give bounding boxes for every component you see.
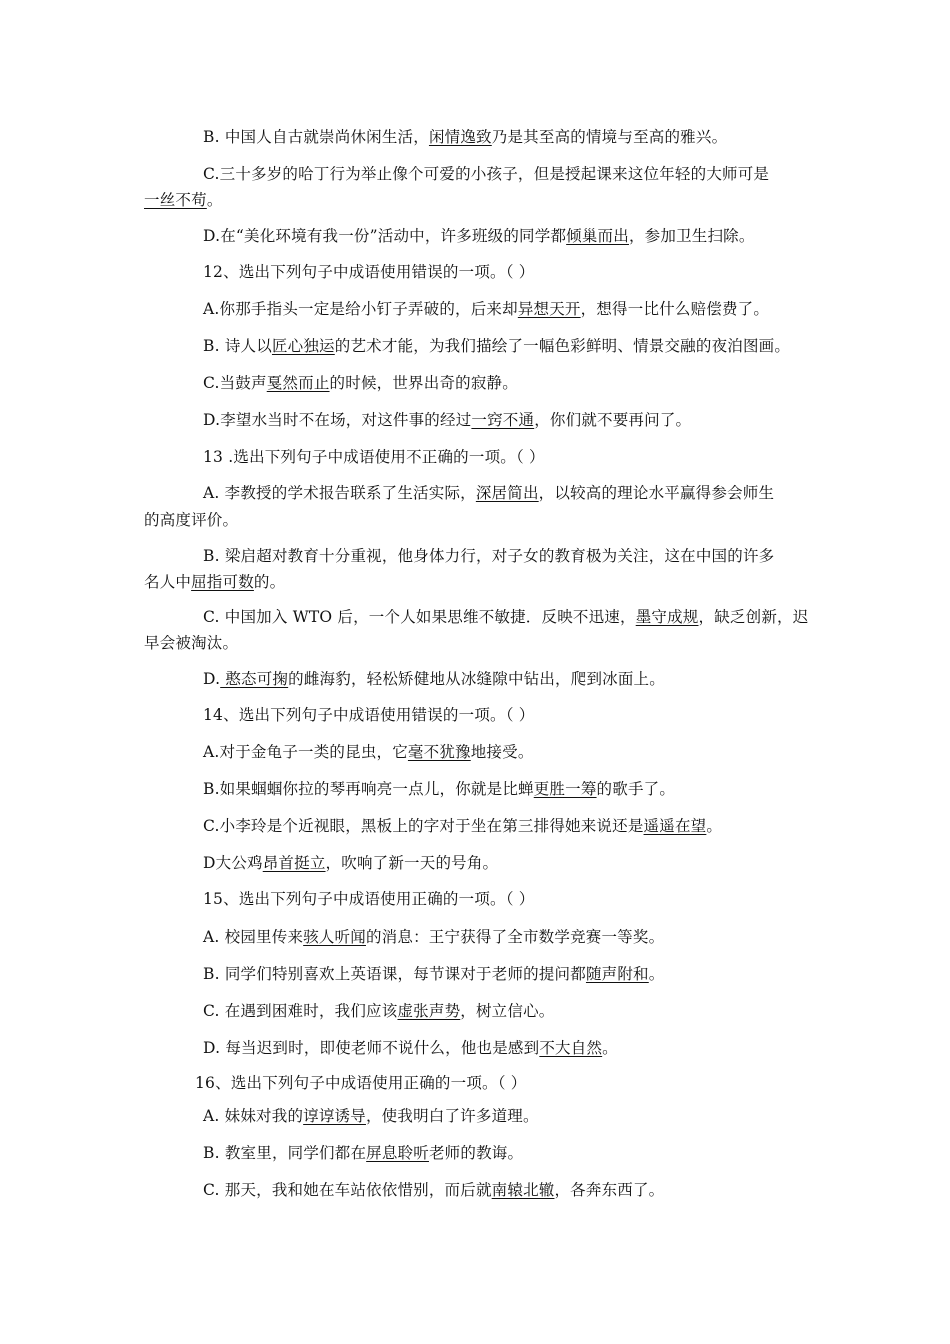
question-heading: 13 .选出下列句子中成语使用不正确的一项。（ ） [203,448,545,466]
text-line: A.你那手指头一定是给小钉子弄破的，后来却异想天开，想得一比什么赔偿费了。 [203,300,770,318]
underlined-idiom: 深居简出 [475,484,539,502]
text-line: D. 每当迟到时，即使老师不说什么，他也是感到不大自然。 [203,1039,618,1057]
text-line: D.李望水当时不在场，对这件事的经过一窍不通，你们就不要再问了。 [203,411,692,429]
question-heading: 15、选出下列句子中成语使用正确的一项。（ ） [203,890,535,908]
text-line: C.当鼓声戛然而止的时候，世界出奇的寂静。 [203,374,518,392]
text-line: A.对于金龟子一类的昆虫，它毫不犹豫地接受。 [203,743,534,761]
underlined-idiom: 屈指可数 [191,573,254,591]
text-line: C.小李玲是个近视眼，黑板上的字对于坐在第三排得她来说还是遥遥在望。 [203,817,723,835]
text-line: A. 李教授的学术报告联系了生活实际，深居简出，以较高的理论水平赢得参会师生 [203,484,775,502]
underlined-idiom: 一窍不通 [471,411,535,429]
underlined-idiom: 南辕北辙 [491,1181,555,1199]
underlined-idiom: 墨守成规 [635,608,699,626]
text-line: 一丝不苟。 [144,191,223,209]
text-line: B. 诗人以匠心独运的艺术才能，为我们描绘了一幅色彩鲜明、情景交融的夜泊图画。 [203,337,791,355]
text-line: A. 妹妹对我的谆谆诱导，使我明白了许多道理。 [203,1107,539,1125]
underlined-idiom: 屏息聆听 [366,1144,429,1162]
text-line: B. 同学们特别喜欢上英语课，每节课对于老师的提问都随声附和。 [203,965,665,983]
text-line: C. 中国加入 WTO 后，一个人如果思维不敏捷．反映不迅速，墨守成规，缺乏创新，迟 [203,608,809,626]
text-line: A. 校园里传来骇人听闻的消息：王宁获得了全市数学竞赛一等奖。 [203,928,665,946]
underlined-idiom: 憨态可掬 [220,670,289,688]
text-line: D. 憨态可掬的雌海豹，轻松矫健地从冰缝隙中钻出，爬到冰面上。 [203,670,665,688]
text-line: C.三十多岁的哈丁行为举止像个可爱的小孩子，但是授起课来这位年轻的大师可是 [203,165,770,183]
text-line: B. 梁启超对教育十分重视，他身体力行，对子女的教育极为关注，这在中国的许多 [203,547,775,565]
underlined-idiom: 不大自然 [539,1039,603,1057]
underlined-idiom: 骇人听闻 [303,928,366,946]
text-line: B.如果蝈蝈你拉的琴再响亮一点儿，你就是比蝉更胜一筹的歌手了。 [203,780,676,798]
underlined-idiom: 倾巢而出 [566,227,629,245]
text-line: 的高度评价。 [144,511,239,529]
underlined-idiom: 昂首挺立 [262,854,326,872]
question-heading: 16、选出下列句子中成语使用正确的一项。（ ） [195,1074,527,1092]
text-line: 早会被淘汰。 [144,634,239,652]
text-line: D大公鸡昂首挺立，吹响了新一天的号角。 [203,854,499,872]
text-line: B. 中国人自古就崇尚休闲生活，闲情逸致乃是其至高的情境与至高的雅兴。 [203,128,728,146]
text-line: 名人中屈指可数的。 [144,573,286,591]
underlined-idiom: 戛然而止 [266,374,330,392]
underlined-idiom: 谆谆诱导 [303,1107,366,1125]
underlined-idiom: 毫不犹豫 [407,743,471,761]
underlined-idiom: 随声附和 [585,965,649,983]
question-heading: 14、选出下列句子中成语使用错误的一项。（ ） [203,706,535,724]
text-line: C. 那天，我和她在车站依依惜别，而后就南辕北辙，各奔东西了。 [203,1181,665,1199]
text-line: B. 教室里，同学们都在屏息聆听老师的教诲。 [203,1144,524,1162]
underlined-idiom: 遥遥在望 [643,817,707,835]
underlined-idiom: 匠心独运 [271,337,335,355]
text-line: D.在“美化环境有我一份”活动中，许多班级的同学都倾巢而出，参加卫生扫除。 [203,227,755,245]
underlined-idiom: 更胜一筹 [533,780,597,798]
underlined-idiom: 虚张声势 [397,1002,461,1020]
underlined-idiom: 一丝不苟 [144,191,207,209]
text-line: C. 在遇到困难时，我们应该虚张声势，树立信心。 [203,1002,555,1020]
question-heading: 12、选出下列句子中成语使用错误的一项。（ ） [203,263,535,281]
underlined-idiom: 异想天开 [517,300,581,318]
underlined-idiom: 闲情逸致 [428,128,492,146]
